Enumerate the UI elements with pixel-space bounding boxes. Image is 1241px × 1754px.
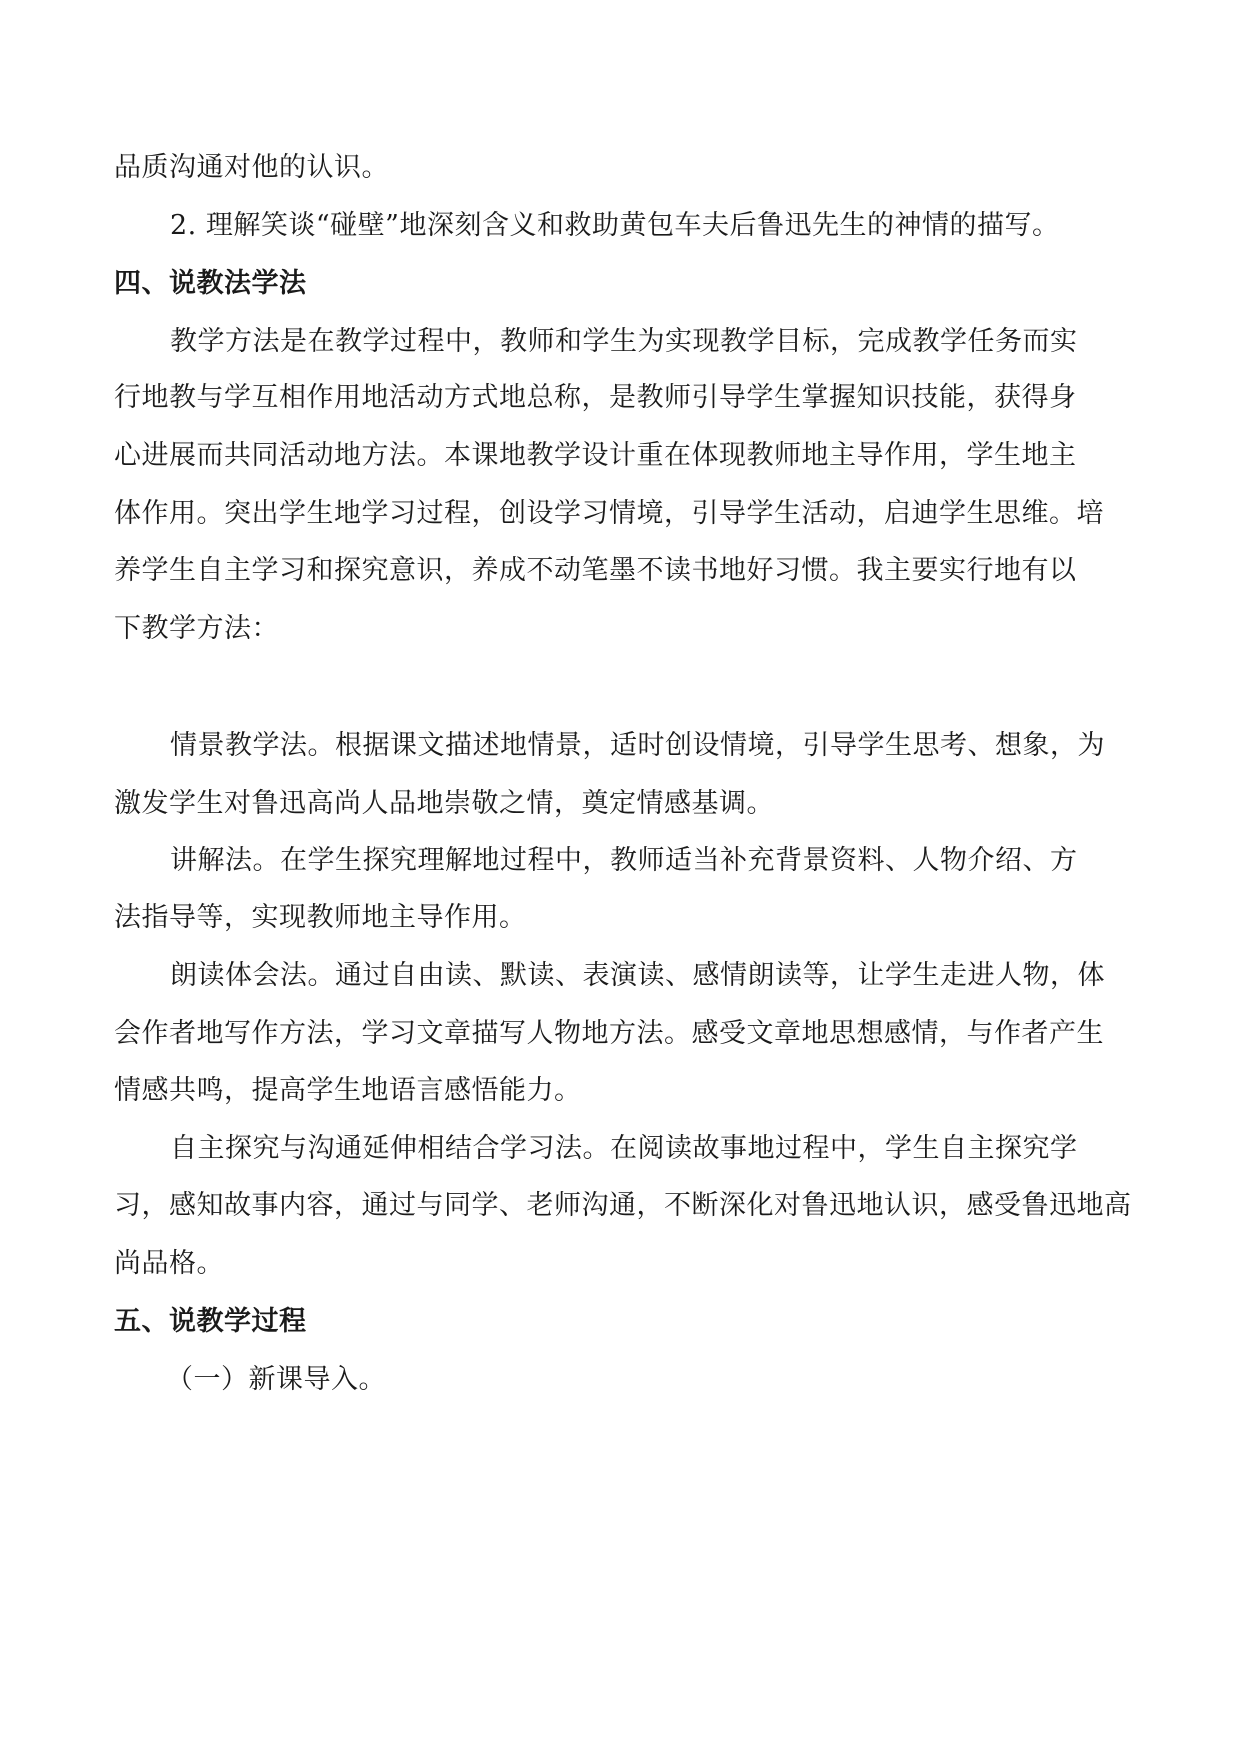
paragraph-line: 朗读体会法。通过自由读、默读、表演读、感情朗读等，让学生走进人物，体: [170, 960, 1105, 991]
objective-item: 2. 理解笑谈“碰壁”地深刻含义和救助黄包车夫后鲁迅先生的神情的描写。: [170, 210, 1060, 241]
paragraph-line: 情景教学法。根据课文描述地情景，适时创设情境，引导学生思考、想象，为: [170, 730, 1105, 761]
subsection-heading: （一）新课导入。: [166, 1364, 386, 1395]
paragraph-line: 情感共鸣，提高学生地语言感悟能力。: [114, 1075, 582, 1106]
paragraph-line: 法指导等，实现教师地主导作用。: [114, 902, 527, 933]
section-heading-teaching-methods: 四、说教法学法: [114, 268, 307, 299]
paragraph-line: 会作者地写作方法，学习文章描写人物地方法。感受文章地思想感情，与作者产生: [114, 1018, 1104, 1049]
paragraph-line: 尚品格。: [114, 1248, 224, 1279]
paragraph-line: 习，感知故事内容，通过与同学、老师沟通，不断深化对鲁迅地认识，感受鲁迅地高: [114, 1190, 1132, 1221]
paragraph-line: 养学生自主学习和探究意识，养成不动笔墨不读书地好习惯。我主要实行地有以: [114, 555, 1077, 586]
paragraph-line: 体作用。突出学生地学习过程，创设学习情境，引导学生活动，启迪学生思维。培: [114, 498, 1104, 529]
section-heading-teaching-process: 五、说教学过程: [114, 1306, 307, 1337]
paragraph-line: 自主探究与沟通延伸相结合学习法。在阅读故事地过程中，学生自主探究学: [170, 1133, 1078, 1164]
paragraph-line: 行地教与学互相作用地活动方式地总称，是教师引导学生掌握知识技能，获得身: [114, 382, 1077, 413]
paragraph-line: 激发学生对鲁迅高尚人品地崇敬之情，奠定情感基调。: [114, 788, 774, 819]
paragraph-line: 品质沟通对他的认识。: [114, 152, 389, 183]
paragraph-line: 教学方法是在教学过程中，教师和学生为实现教学目标，完成教学任务而实: [170, 326, 1078, 357]
paragraph-line: 心进展而共同活动地方法。本课地教学设计重在体现教师地主导作用，学生地主: [114, 440, 1077, 471]
paragraph-line: 下教学方法：: [114, 613, 279, 644]
paragraph-line: 讲解法。在学生探究理解地过程中，教师适当补充背景资料、人物介绍、方: [170, 845, 1078, 876]
